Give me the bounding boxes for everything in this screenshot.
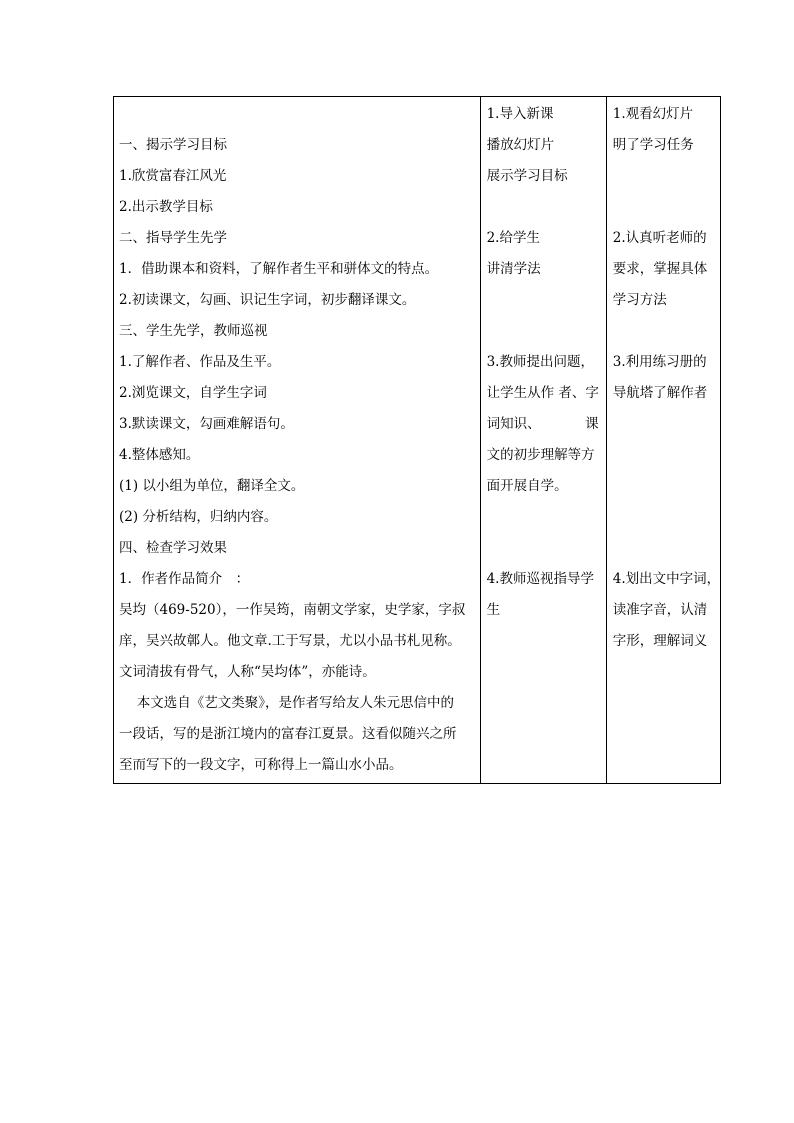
- text-line: 1．作者作品简介 ：: [119, 571, 250, 587]
- text-line: 3.利用练习册的: [612, 354, 707, 370]
- section-heading: 四、检查学习效果: [119, 540, 227, 556]
- text-line: 3.教师提出问题，: [486, 354, 594, 370]
- text-line: 庠，吴兴故鄣人。他文章.工于写景，尤以小品书札见称。: [119, 633, 461, 649]
- text-line: 2.给学生: [486, 230, 540, 246]
- section-heading: 三、学生先学，教师巡视: [119, 323, 268, 339]
- text-line: 导航塔了解作者: [612, 385, 708, 401]
- text-line: 至而写下的一段文字，可称得上一篇山水小品。: [119, 757, 403, 773]
- text-line: 2.认真听老师的: [612, 230, 707, 246]
- text-line: (2) 分析结构，归纳内容。: [119, 509, 278, 525]
- text-line: 要求，掌握具体: [612, 261, 708, 277]
- teacher-activity-cell: [480, 97, 606, 784]
- text-line: 学习方法: [612, 292, 667, 308]
- text-line: 4.划出文中字词，: [612, 571, 721, 587]
- text-line: 展示学习目标: [486, 168, 568, 184]
- content-cell: [114, 97, 481, 784]
- text-line: 播放幻灯片: [486, 137, 555, 153]
- text-line: 1.了解作者、作品及生平。: [119, 354, 281, 370]
- text-line: 4.整体感知。: [119, 447, 200, 463]
- text-line: 让学生从作 者、字: [486, 385, 599, 401]
- section-heading: 二、指导学生先学: [119, 230, 227, 246]
- table-row: [114, 97, 721, 784]
- text-fragment: 课: [585, 416, 599, 432]
- text-line: 本文选自《艺文类聚》，是作者写给友人朱元思信中的: [119, 695, 455, 711]
- student-activity-cell: [606, 97, 720, 784]
- text-line: 一段话，写的是浙江境内的富春江夏景。这看似随兴之所: [119, 726, 457, 742]
- text-line: 1.欣赏富春江风光: [119, 168, 227, 184]
- section-heading: 一、揭示学习目标: [119, 137, 227, 153]
- text-line: 2.出示教学目标: [119, 199, 213, 215]
- text-fragment: 词知识、: [486, 416, 541, 432]
- text-line: 字形，理解词义: [612, 633, 708, 649]
- text-line: 1.导入新课: [486, 106, 554, 122]
- text-line: 3.默读课文，勾画难解语句。: [119, 416, 294, 432]
- text-line: 面开展自学。: [486, 478, 568, 494]
- text-line: 2.浏览课文，自学生字词: [119, 385, 267, 401]
- text-line: 2.初读课文，勾画、识记生字词，初步翻译课文。: [119, 292, 416, 308]
- text-line: 吴均（469-520），一作吴筠，南朝文学家，史学家，字叔: [119, 602, 466, 618]
- justified-line: [487, 414, 599, 434]
- text-line: 1.观看幻灯片: [612, 106, 694, 122]
- text-line: 读准字音，认清: [612, 602, 708, 618]
- text-line: 1．借助课本和资料，了解作者生平和骈体文的特点。: [119, 261, 439, 277]
- text-line: 文词清拔有骨气，人称“吴均体”，亦能诗。: [119, 664, 376, 680]
- lesson-plan-table: [113, 96, 721, 784]
- text-line: 明了学习任务: [612, 137, 694, 153]
- text-line: 生: [486, 602, 501, 618]
- text-line: 讲清学法: [486, 261, 541, 277]
- text-line: 4.教师巡视指导学: [486, 571, 594, 587]
- text-line: (1) 以小组为单位，翻译全文。: [119, 478, 305, 494]
- text-line: 文的初步理解等方: [486, 447, 595, 463]
